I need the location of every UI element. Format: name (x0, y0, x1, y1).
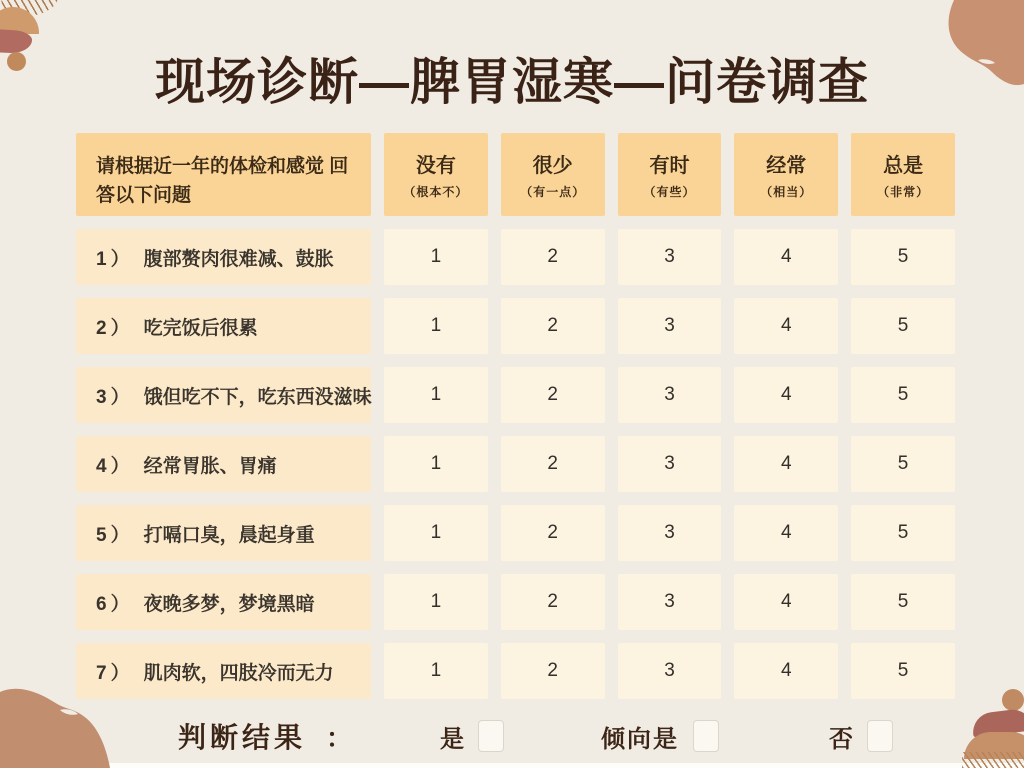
question-number: 6） (96, 593, 134, 615)
rating-cell-3-3[interactable]: 3 (618, 367, 722, 423)
column-header-never (384, 133, 488, 216)
column-header-sometimes (618, 133, 722, 216)
column-label: 没有 (415, 155, 456, 177)
rating-cell-5-4[interactable]: 4 (734, 505, 838, 561)
page-title: 现场诊断—脾胃湿寒—问卷调查 (155, 54, 869, 110)
result-checkbox-yes[interactable] (478, 720, 504, 752)
rating-cell-4-3[interactable]: 3 (618, 436, 722, 492)
question-text: 吃完饭后很累 (143, 317, 258, 339)
question-cell-5 (76, 505, 371, 561)
question-text: 打嗝口臭，晨起身重 (143, 524, 315, 546)
question-cell-2 (76, 298, 371, 354)
question-number: 5） (96, 524, 134, 546)
rating-cell-4-2[interactable]: 2 (501, 436, 605, 492)
column-label: 总是 (883, 155, 924, 177)
rating-cell-4-1[interactable]: 1 (384, 436, 488, 492)
rating-cell-5-1[interactable]: 1 (384, 505, 488, 561)
rating-cell-6-1[interactable]: 1 (384, 574, 488, 630)
column-header-rarely (501, 133, 605, 216)
result-label: 判断结果 (178, 722, 307, 753)
rating-cell-6-2[interactable]: 2 (501, 574, 605, 630)
column-label: 经常 (766, 155, 807, 177)
question-cell-4 (76, 436, 371, 492)
column-header-always (851, 133, 955, 216)
rating-cell-4-4[interactable]: 4 (734, 436, 838, 492)
rating-cell-1-2[interactable]: 2 (501, 229, 605, 285)
rating-cell-7-5[interactable]: 5 (851, 643, 955, 699)
rating-cell-2-5[interactable]: 5 (851, 298, 955, 354)
rating-cell-7-2[interactable]: 2 (501, 643, 605, 699)
rating-cell-3-2[interactable]: 2 (501, 367, 605, 423)
rating-cell-5-2[interactable]: 2 (501, 505, 605, 561)
result-checkbox-tend[interactable] (693, 720, 719, 752)
column-sublabel: （有一点） (520, 185, 586, 199)
result-bar (178, 712, 893, 760)
question-cell-7 (76, 643, 371, 699)
question-text: 肌肉软，四肢冷而无力 (143, 662, 334, 684)
rating-cell-1-5[interactable]: 5 (851, 229, 955, 285)
result-checkbox-no[interactable] (867, 720, 893, 752)
question-number: 3） (96, 386, 134, 408)
column-sublabel: （根本不） (403, 185, 469, 199)
result-option-tend-label: 倾向是 (601, 725, 680, 753)
column-header-often (734, 133, 838, 216)
result-option-no-label: 否 (829, 725, 854, 753)
rating-cell-3-1[interactable]: 1 (384, 367, 488, 423)
question-number: 4） (96, 455, 134, 477)
question-cell-3 (76, 367, 371, 423)
question-text: 饿但吃不下，吃东西没滋味 (143, 386, 372, 408)
rating-cell-5-5[interactable]: 5 (851, 505, 955, 561)
question-cell-6 (76, 574, 371, 630)
question-text: 腹部赘肉很难减、鼓胀 (143, 248, 334, 270)
question-number: 7） (96, 662, 134, 684)
rating-cell-4-5[interactable]: 5 (851, 436, 955, 492)
result-colon: ： (326, 722, 353, 753)
rating-cell-2-1[interactable]: 1 (384, 298, 488, 354)
rating-cell-1-4[interactable]: 4 (734, 229, 838, 285)
result-option-yes-label: 是 (440, 725, 465, 753)
deco-stripes-bottom-right-icon (962, 752, 1024, 768)
survey-table (76, 133, 955, 699)
question-number: 1） (96, 248, 134, 270)
deco-circle-bottom-right-icon (1002, 689, 1024, 711)
rating-cell-6-3[interactable]: 3 (618, 574, 722, 630)
rating-cell-1-1[interactable]: 1 (384, 229, 488, 285)
column-label: 有时 (649, 155, 690, 177)
rating-cell-2-2[interactable]: 2 (501, 298, 605, 354)
question-text: 夜晚多梦，梦境黑暗 (143, 593, 315, 615)
rating-cell-7-3[interactable]: 3 (618, 643, 722, 699)
rating-cell-2-4[interactable]: 4 (734, 298, 838, 354)
rating-cell-5-3[interactable]: 3 (618, 505, 722, 561)
question-text: 经常胃胀、胃痛 (143, 455, 277, 477)
rating-cell-3-4[interactable]: 4 (734, 367, 838, 423)
instruction-header-cell: 请根据近一年的体检和感觉 回答以下问题 (76, 133, 371, 216)
rating-cell-7-1[interactable]: 1 (384, 643, 488, 699)
column-sublabel: （相当） (760, 185, 813, 199)
question-number: 2） (96, 317, 134, 339)
rating-cell-6-4[interactable]: 4 (734, 574, 838, 630)
rating-cell-3-5[interactable]: 5 (851, 367, 955, 423)
rating-cell-6-5[interactable]: 5 (851, 574, 955, 630)
rating-cell-1-3[interactable]: 3 (618, 229, 722, 285)
column-label: 很少 (532, 155, 573, 177)
column-sublabel: （有些） (643, 185, 696, 199)
rating-cell-7-4[interactable]: 4 (734, 643, 838, 699)
column-sublabel: （非常） (877, 185, 930, 199)
rating-cell-2-3[interactable]: 3 (618, 298, 722, 354)
question-cell-1 (76, 229, 371, 285)
bottom-edge-strip (0, 763, 1024, 768)
